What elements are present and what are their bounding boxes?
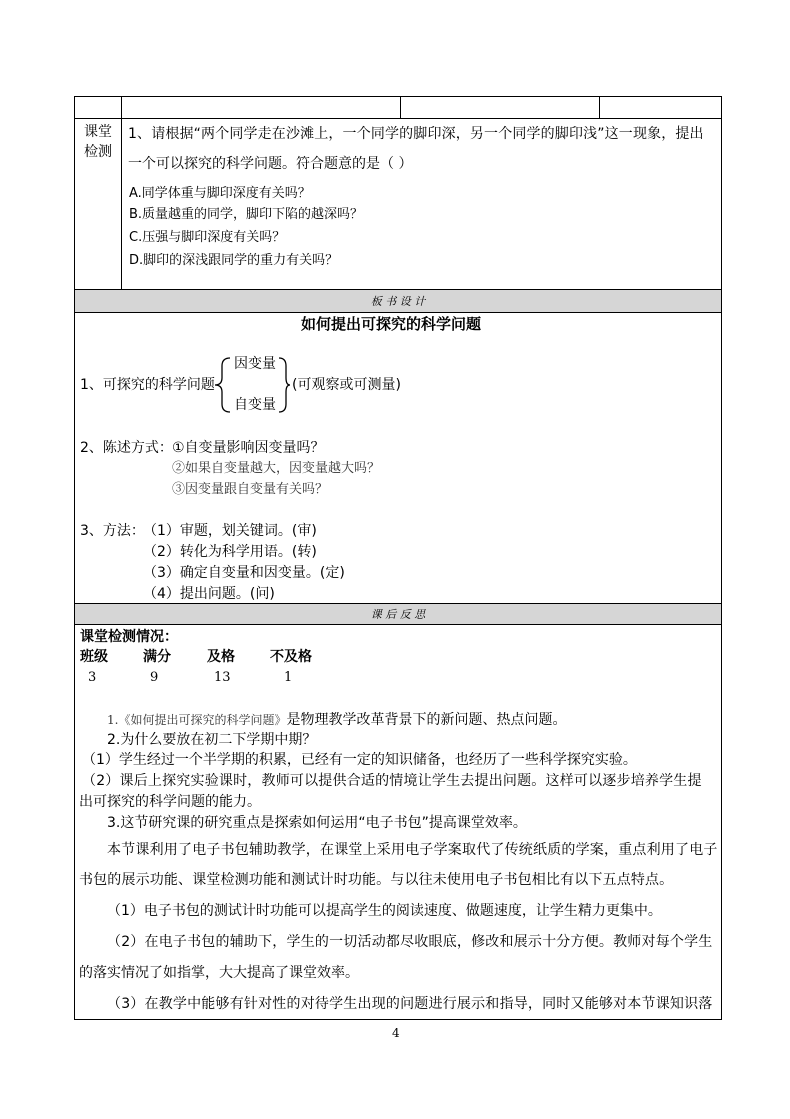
value-class: 3 xyxy=(88,670,97,685)
paragraph-6-line-1: （2）在电子书包的辅助下，学生的一切活动都尽收眼底，修改和展示十分方便。教师对每个学生 xyxy=(107,934,713,950)
paragraph-1 xyxy=(107,712,566,729)
paragraph-1-prefix: 1. xyxy=(107,713,119,727)
paragraph-1-rest: 是物理教学改革背景下的新问题、热点问题。 xyxy=(286,712,567,728)
row-divider xyxy=(74,312,722,313)
statement-form-1: ①自变量影响因变量吗？ xyxy=(172,440,325,456)
paragraph-2b-line-2: 出可探究的科学问题的能力。 xyxy=(79,794,261,810)
question-text-line-1: 1、请根据“两个同学走在沙滩上，一个同学的脚印深，另一个同学的脚印浅”这一现象，提出 xyxy=(128,126,704,142)
option-c: C.压强与脚印深度有关吗？ xyxy=(129,230,286,245)
item2-prefix: 2、陈述方式： xyxy=(80,440,173,456)
statement-form-2: ②如果自变量越大，因变量越大吗？ xyxy=(172,461,381,476)
paragraph-2b-line-1: （2）课后上探究实验课时，教师可以提供合适的情境让学生去提出问题。这样可以逐步培养学生提 xyxy=(82,773,702,789)
paragraph-5: （1）电子书包的测试计时功能可以提高学生的阅读速度、做题速度，让学生精力更集中。 xyxy=(107,903,662,919)
paragraph-6-line-2: 的落实情况了如指掌，大大提高了课堂效率。 xyxy=(79,965,359,981)
page-number: 4 xyxy=(392,1026,400,1040)
value-pass: 13 xyxy=(214,670,231,685)
paragraph-1-title: 《如何提出可探究的科学问题》 xyxy=(118,713,287,727)
row-divider xyxy=(74,624,722,625)
method-step-1: （1）审题，划关键词。(审) xyxy=(143,523,317,539)
option-a: A.同学体重与脚印深度有关吗？ xyxy=(129,186,311,201)
label-column-divider xyxy=(121,96,122,290)
paragraph-4-line-2: 书包的展示功能、课堂检测功能和测试计时功能。与以往未使用电子书包相比有以下五点特点。 xyxy=(79,872,674,888)
class-test-label-2: 检测 xyxy=(84,144,112,160)
column-divider xyxy=(400,96,401,118)
question-text-line-2: 一个可以探究的科学问题。符合题意的是（ ） xyxy=(128,156,413,172)
item1-note: (可观察或可测量) xyxy=(292,377,401,393)
paragraph-4-line-1: 本节课利用了电子书包辅助教学，在课堂上采用电子学案取代了传统纸质的学案，重点利用了电子 xyxy=(107,842,718,858)
option-d: D.脚印的深浅跟同学的重力有关吗？ xyxy=(129,253,339,268)
statement-form-3: ③因变量跟自变量有关吗？ xyxy=(172,482,329,497)
value-full-score: 9 xyxy=(150,670,159,685)
board-design-header: 板 书 设 计 xyxy=(370,295,426,308)
reflection-header: 课 后 反 思 xyxy=(370,608,426,621)
column-divider xyxy=(599,96,600,118)
row-divider xyxy=(74,118,722,119)
right-brace-icon xyxy=(276,356,292,414)
independent-variable: 自变量 xyxy=(234,397,276,413)
item3-prefix: 3、方法： xyxy=(80,523,145,539)
dependent-variable: 因变量 xyxy=(234,356,276,372)
paragraph-2: 2.为什么要放在初二下学期中期？ xyxy=(107,732,317,748)
header-class: 班级 xyxy=(80,649,108,665)
results-title: 课堂检测情况： xyxy=(80,629,178,645)
board-title: 如何提出可探究的科学问题 xyxy=(301,315,482,333)
option-b: B.质量越重的同学，脚印下陷的越深吗？ xyxy=(129,207,364,222)
method-step-3: （3）确定自变量和因变量。(定) xyxy=(143,565,345,581)
paragraph-3: 3.这节研究课的研究重点是探索如何运用“电子书包”提高课堂效率。 xyxy=(107,815,527,831)
method-step-4: （4）提出问题。(问) xyxy=(143,586,275,602)
left-brace-icon xyxy=(213,356,233,414)
class-test-label-1: 课堂 xyxy=(84,124,112,140)
value-fail: 1 xyxy=(284,670,293,685)
paragraph-2a: （1）学生经过一个半学期的积累，已经有一定的知识储备，也经历了一些科学探究实验。 xyxy=(82,752,637,768)
paragraph-7: （3）在教学中能够有针对性的对待学生出现的问题进行展示和指导，同时又能够对本节课知识落 xyxy=(107,996,713,1012)
item1-prefix: 1、可探究的科学问题 xyxy=(80,377,215,393)
header-pass: 及格 xyxy=(207,649,235,665)
header-fail: 不及格 xyxy=(270,649,312,665)
header-full-score: 满分 xyxy=(143,649,171,665)
method-step-2: （2）转化为科学用语。(转) xyxy=(143,544,317,560)
